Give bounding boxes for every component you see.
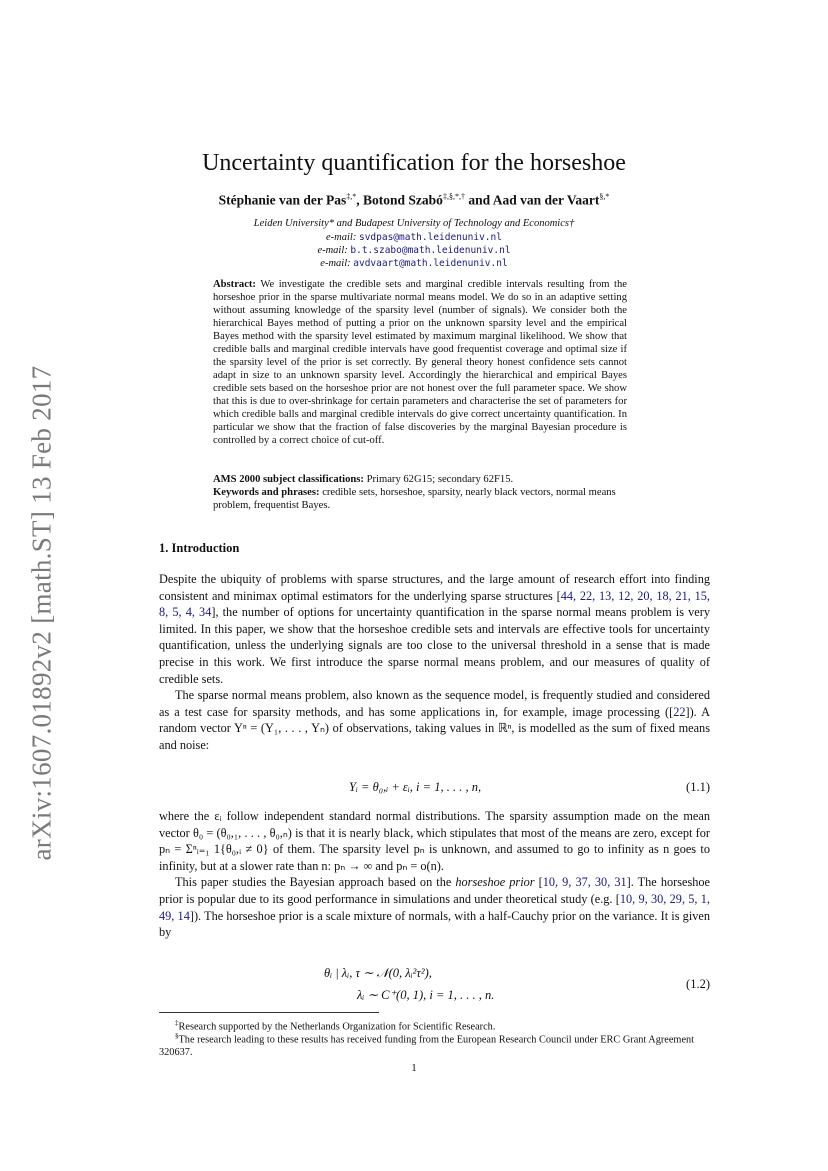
author-name: Botond Szabó	[363, 192, 443, 208]
equation-line: θᵢ | λᵢ, τ ∼ 𝒩(0, λᵢ²τ²),	[324, 966, 432, 980]
paragraph-1	[159, 571, 710, 687]
author-name: Aad van der Vaart	[492, 192, 600, 208]
paragraph-text: ]). A random vector Yⁿ = (Y₁, . . . , Yₙ) of observations, taking values in ℝⁿ, is modelled as the sum of fixed means and noise:	[159, 704, 711, 752]
citation-links[interactable]: 10, 9, 37, 30, 31	[542, 875, 627, 890]
email-link[interactable]: b.t.szabo@math.leidenuniv.nl	[350, 245, 511, 256]
email-link[interactable]: avdvaart@math.leidenuniv.nl	[353, 258, 508, 269]
footnote-2	[159, 1030, 710, 1059]
page-number: 1	[411, 1062, 417, 1074]
intro-paragraphs	[159, 571, 710, 754]
paragraph-4	[159, 874, 710, 940]
keywords-label: Keywords and phrases:	[213, 487, 320, 498]
email-label: e-mail:	[317, 245, 351, 256]
paragraph-text: The sparse normal means problem, also known as the sequence model, is frequently studied and considered as a test case for sparsity methods, and has some applications in, for example, image processing ([	[159, 688, 710, 719]
email-line	[0, 232, 828, 243]
keywords-line	[213, 486, 627, 512]
paragraph-text: ], the number of options for uncertainty quantification in the sparse normal means problem is very limited. In this paper, we show that the horseshoe credible sets and intervals are effective tools for uncertainty quantification, unless the underlying signals are too close to the universal threshold in a sense that is made precise in this work. We first introduce the sparse normal means problem, and our measures of quality of credible sets.	[159, 605, 710, 686]
author-list	[0, 192, 828, 209]
author-separator: ,	[356, 192, 364, 208]
paragraph-text: [	[534, 875, 543, 890]
citation-links[interactable]: 44, 22, 13, 12, 20, 18, 21, 15, 8, 5, 4, 34	[159, 588, 711, 620]
footnote-mark: §	[175, 1032, 179, 1040]
affiliation: Leiden University* and Budapest University of Technology and Economics†	[253, 218, 575, 229]
paragraph-text: ]. The horseshoe prior is popular due to its good performance in simulations and under theoretical study (e.g. [	[159, 875, 711, 906]
equation-text: Yᵢ = θ₀,ᵢ + εᵢ, i = 1, . . . , n,	[349, 780, 482, 794]
ams-line	[213, 473, 627, 486]
footnote-text: Research supported by the Netherlands Organization for Scientific Research.	[178, 1021, 496, 1033]
paragraph-text: ]). The horseshoe prior is a scale mixture of normals, with a half-Cauchy prior on the variance. It is given by	[159, 908, 710, 940]
email-link[interactable]: svdpas@math.leidenuniv.nl	[358, 232, 502, 243]
arxiv-stamp-text: arXiv:1607.01892v2 [math.ST] 13 Feb 2017	[26, 365, 57, 860]
intro-paragraphs-cont	[159, 808, 710, 941]
email-label: e-mail:	[326, 232, 359, 243]
author-marks: ‡,*	[346, 192, 357, 201]
equation-number: (1.1)	[686, 780, 710, 794]
ams-text: Primary 62G15; secondary 62F15.	[366, 474, 514, 485]
classification-block	[213, 473, 627, 512]
paragraph-text: This paper studies the Bayesian approach based on the	[175, 875, 456, 890]
paper-title: Uncertainty quantification for the horseshoe	[202, 150, 626, 176]
paragraph-3: where the εᵢ follow independent standard normal distributions. The sparsity assumption made on the mean vector θ₀ = (θ₀,₁, . . . , θ₀,ₙ) is that it is nearly black, which stipulates that most of the means are zero, except for pₙ = Σⁿᵢ₌₁ 1{θ₀,ᵢ ≠ 0} of them. The sparsity level pₙ is unknown, and assumed to go to infinity as n goes to infinity, but at a slower rate than n: pₙ → ∞ and pₙ = o(n).	[159, 809, 710, 873]
citation-link[interactable]: 22	[673, 704, 686, 719]
email-line	[0, 258, 828, 269]
footnote-rule	[159, 1012, 379, 1013]
email-line	[0, 245, 828, 256]
footnote-mark: ‡	[175, 1019, 179, 1027]
footnote-text: The research leading to these results has received funding from the European Research Council under ERC Grant Agreement 320637.	[159, 1034, 695, 1059]
author-name: Stéphanie van der Pas	[218, 192, 347, 208]
abstract-label: Abstract:	[213, 279, 256, 290]
author-marks: §,*	[599, 192, 610, 201]
arxiv-stamp	[22, 350, 62, 875]
paragraph-2	[159, 687, 710, 753]
emphasis: horseshoe prior	[455, 875, 535, 890]
abstract	[213, 278, 627, 447]
section-heading: 1. Introduction	[159, 541, 240, 555]
abstract-text: We investigate the credible sets and marginal credible intervals resulting from the horseshoe prior in the sparse multivariate normal means model. We do so in an adaptive setting without assuming knowledge of the sparsity level (number of signals). We consider both the hierarchical Bayes method of putting a prior on the unknown sparsity level and the empirical Bayes method with the sparsity level estimated by maximum marginal likelihood. We show that credible balls and marginal credible intervals have good frequentist coverage and optimal size if the sparsity level of the prior is set correctly. By general theory honest confidence sets cannot adapt in size to an unknown sparsity level. Accordingly the hierarchical and empirical Bayes credible sets based on the horseshoe prior are not honest over the full parameter space. We show that this is due to over-shrinkage for certain parameters and characterise the set of parameters for which credible balls and marginal credible intervals do give correct uncertainty quantification. In particular we show that the fraction of false discoveries by the marginal Bayesian procedure is controlled by a correct choice of cut-off.	[213, 279, 627, 446]
ams-label: AMS 2000 subject classifications:	[213, 474, 364, 485]
author-separator: and	[464, 192, 493, 208]
equation-number: (1.2)	[686, 977, 710, 991]
equation-line: λᵢ ∼ C⁺(0, 1), i = 1, . . . , n.	[357, 988, 495, 1002]
paragraph-text: Despite the ubiquity of problems with sparse structures, and the large amount of research effort into finding consistent and minimax optimal estimators for the underlying sparse structures [	[159, 572, 710, 603]
keywords-text: credible sets, horseshoe, sparsity, nearly black vectors, normal means problem, frequentist Bayes.	[213, 487, 616, 511]
citation-links[interactable]: 10, 9, 30, 29, 5, 1, 49, 14	[159, 891, 711, 923]
author-marks: ‡,§,*,†	[442, 192, 465, 201]
email-label: e-mail:	[320, 258, 354, 269]
